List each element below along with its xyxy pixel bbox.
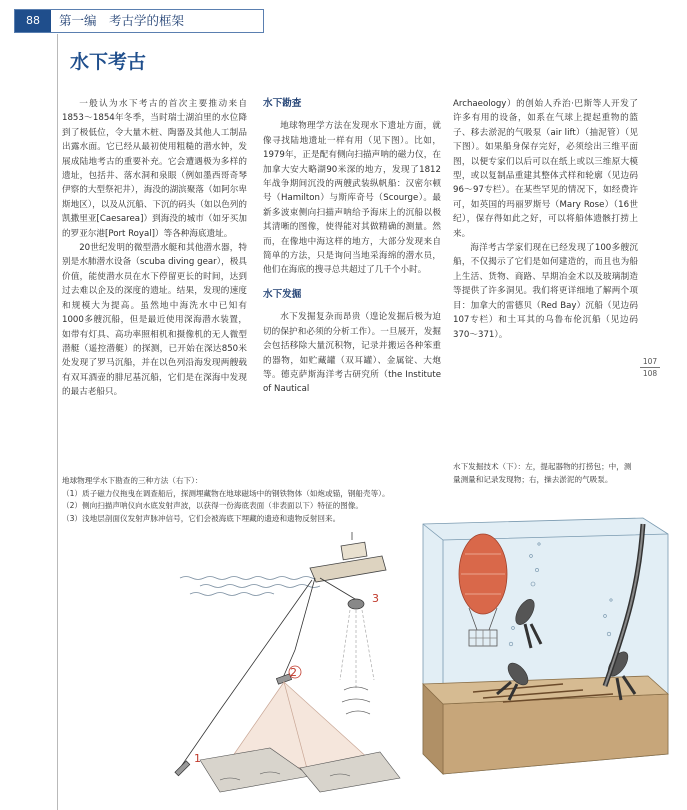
section-title: 水下考古 — [70, 51, 147, 73]
page-header — [14, 9, 264, 33]
chapter-title: 第一编 考古学的框架 — [59, 13, 185, 28]
subheading-survey: 水下勘查 — [263, 98, 302, 109]
underwater-excavation-illustration — [413, 504, 675, 804]
callout-2: 2 — [290, 666, 297, 679]
margin-page-ref-top: 107 — [642, 357, 658, 366]
body-paragraph: 地球物理学方法在发现水下遗址方面，就像寻找陆地遗址一样有用（见下图）。比如，1979年，正是配有侧向扫描声呐的磁力仪，在加拿大安大略湖90米深的地方，发现了1812年战争期间沉没的两艘武装纵帆船：汉密尔顿号（Hamilton）与斯库奇号（Scourge）。最新多波束侧向扫描声呐给予海床上的沉船以极其清晰的图像，使得能对其做精确的测量。然而，在像地中海这样的地方，大部分发现来自简单的方法，只是询问当地采海绵的潜水员，他们在海底的搜寻总共超过了几千个小时。 — [263, 121, 441, 276]
sub-bottom-profiler — [340, 599, 374, 714]
body-paragraph: 一般认为水下考古的首次主要推动来自1853～1854年冬季，当时瑞士湖泊里的水位降到了极低位，令大量木桩、陶器及其他人工制品出露水面。它已经从最初使用粗糙的潜水钟，发展成陆地考古的重要补充。它会遭遇极为多样的遗址，包括井、落水洞和泉眼（例如墨西哥奇琴伊察的大型祭祀井），海没的湖滨聚落（如阿尔卑斯地区），以及从沉船、下沉的码头（如以色列的凯撒里亚[Caesarea]）到海没的城市（如牙买加的罗亚尔港[Port Royal]）等各种海底遗址。 — [62, 99, 247, 239]
survey-boat — [310, 532, 386, 582]
caption-item: （2）侧向扫描声呐仪向水底发射声波，以获得一份海底表面（非表面以下）特征的图像。 — [62, 501, 363, 510]
body-paragraph: 海洋考古学家们现在已经发现了100多艘沉船，不仅揭示了它们是如何建造的，而且也为船上生活、货物、商路、早期冶金术以及玻璃制造等提供了许多洞见。我们将更详细地了解两个项目：加拿大的雷德贝（Red Bay）沉船（见边码107专栏）和土耳其的乌鲁布伦沉船（见边码370～371）。 — [453, 243, 638, 340]
page-number: 88 — [15, 10, 51, 32]
callout-1: 1 — [194, 752, 201, 765]
margin-page-ref — [640, 357, 660, 378]
body-column-3 — [453, 97, 638, 342]
body-paragraph: Archaeology）的创始人乔治·巴斯等人开发了许多有用的设备，如系在气球上提起重物的篮子、移去淤泥的气吸泵（air lift）（抽泥管）（见下图）。如果船身保存完好，必须绘出三维平面图，以便专家们以后可以在纸上或以三维原大模型，或以复制品重建其整体式样和轮廓（见边码96～97专栏）。在某些罕见的情况下，如经费许可，如英国的玛丽罗斯号（Mary Rose）（16世纪），保存得如此之好，可以将船体遗骸打捞上来。 — [453, 99, 638, 239]
caption-item: （3）浅地层剖面仪发射声脉冲信号，它们会被海底下埋藏的遗迹和遗物反射回来。 — [62, 513, 341, 523]
figure-caption-excavation: 水下发掘技术（下）：左，提起器物的打捞包；中，测量测量和记录发现物；右，操去淤泥的气吸泵。 — [453, 462, 632, 484]
caption-title: 地球物理学水下勘查的三种方法（右下）： — [62, 476, 203, 485]
body-paragraph: 水下发掘复杂而昂贵（遑论发掘后极为迫切的保护和必须的分析工作）。一旦展开，发掘会包括移除大量沉积物，记录并搬运各种笨重的器物，如贮藏罐（双耳罐）、金属锭、大炮等。德克萨斯海洋考古研究所（the Institute of Nautical — [263, 312, 441, 395]
body-paragraph: 20世纪发明的微型潜水艇和其他潜水器，特别是水肺潜水设备（scuba diving gear），极具价值，能使潜水员在水下停留更长的时间，达到过去难以企及的深度的遗址。结果，发现的速度和规模大为提高。虽然地中海洗水中已知有1000多艘沉船，但是最近使用深海潜水装置，如带有灯具、高功率照相机和摄像机的无人微型潜艇（遥控潜艇）的探测，已开始在深达850米处发现了罗马沉船，并在以色列沿海发现两艘载有双耳酒壶的腓尼基沉船，它们是在深海中发现的最古老船只。 — [62, 243, 247, 398]
survey-methods-illustration — [160, 530, 410, 808]
proton-magnetometer — [175, 761, 190, 776]
body-column-2 — [263, 97, 441, 397]
margin-page-ref-bottom: 108 — [642, 369, 658, 378]
body-column-1 — [62, 97, 247, 400]
margin-rule — [57, 34, 58, 810]
caption-item: （1）质子磁力仪拖曳在调查船后，探测埋藏物在地球磁场中的钢铁物体（如炮或锚，钢船壳等）。 — [62, 488, 390, 498]
callout-3: 3 — [372, 592, 379, 605]
margin-page-ref-divider — [640, 367, 660, 368]
figure-caption-survey — [62, 475, 422, 525]
subheading-excavation: 水下发掘 — [263, 288, 302, 300]
